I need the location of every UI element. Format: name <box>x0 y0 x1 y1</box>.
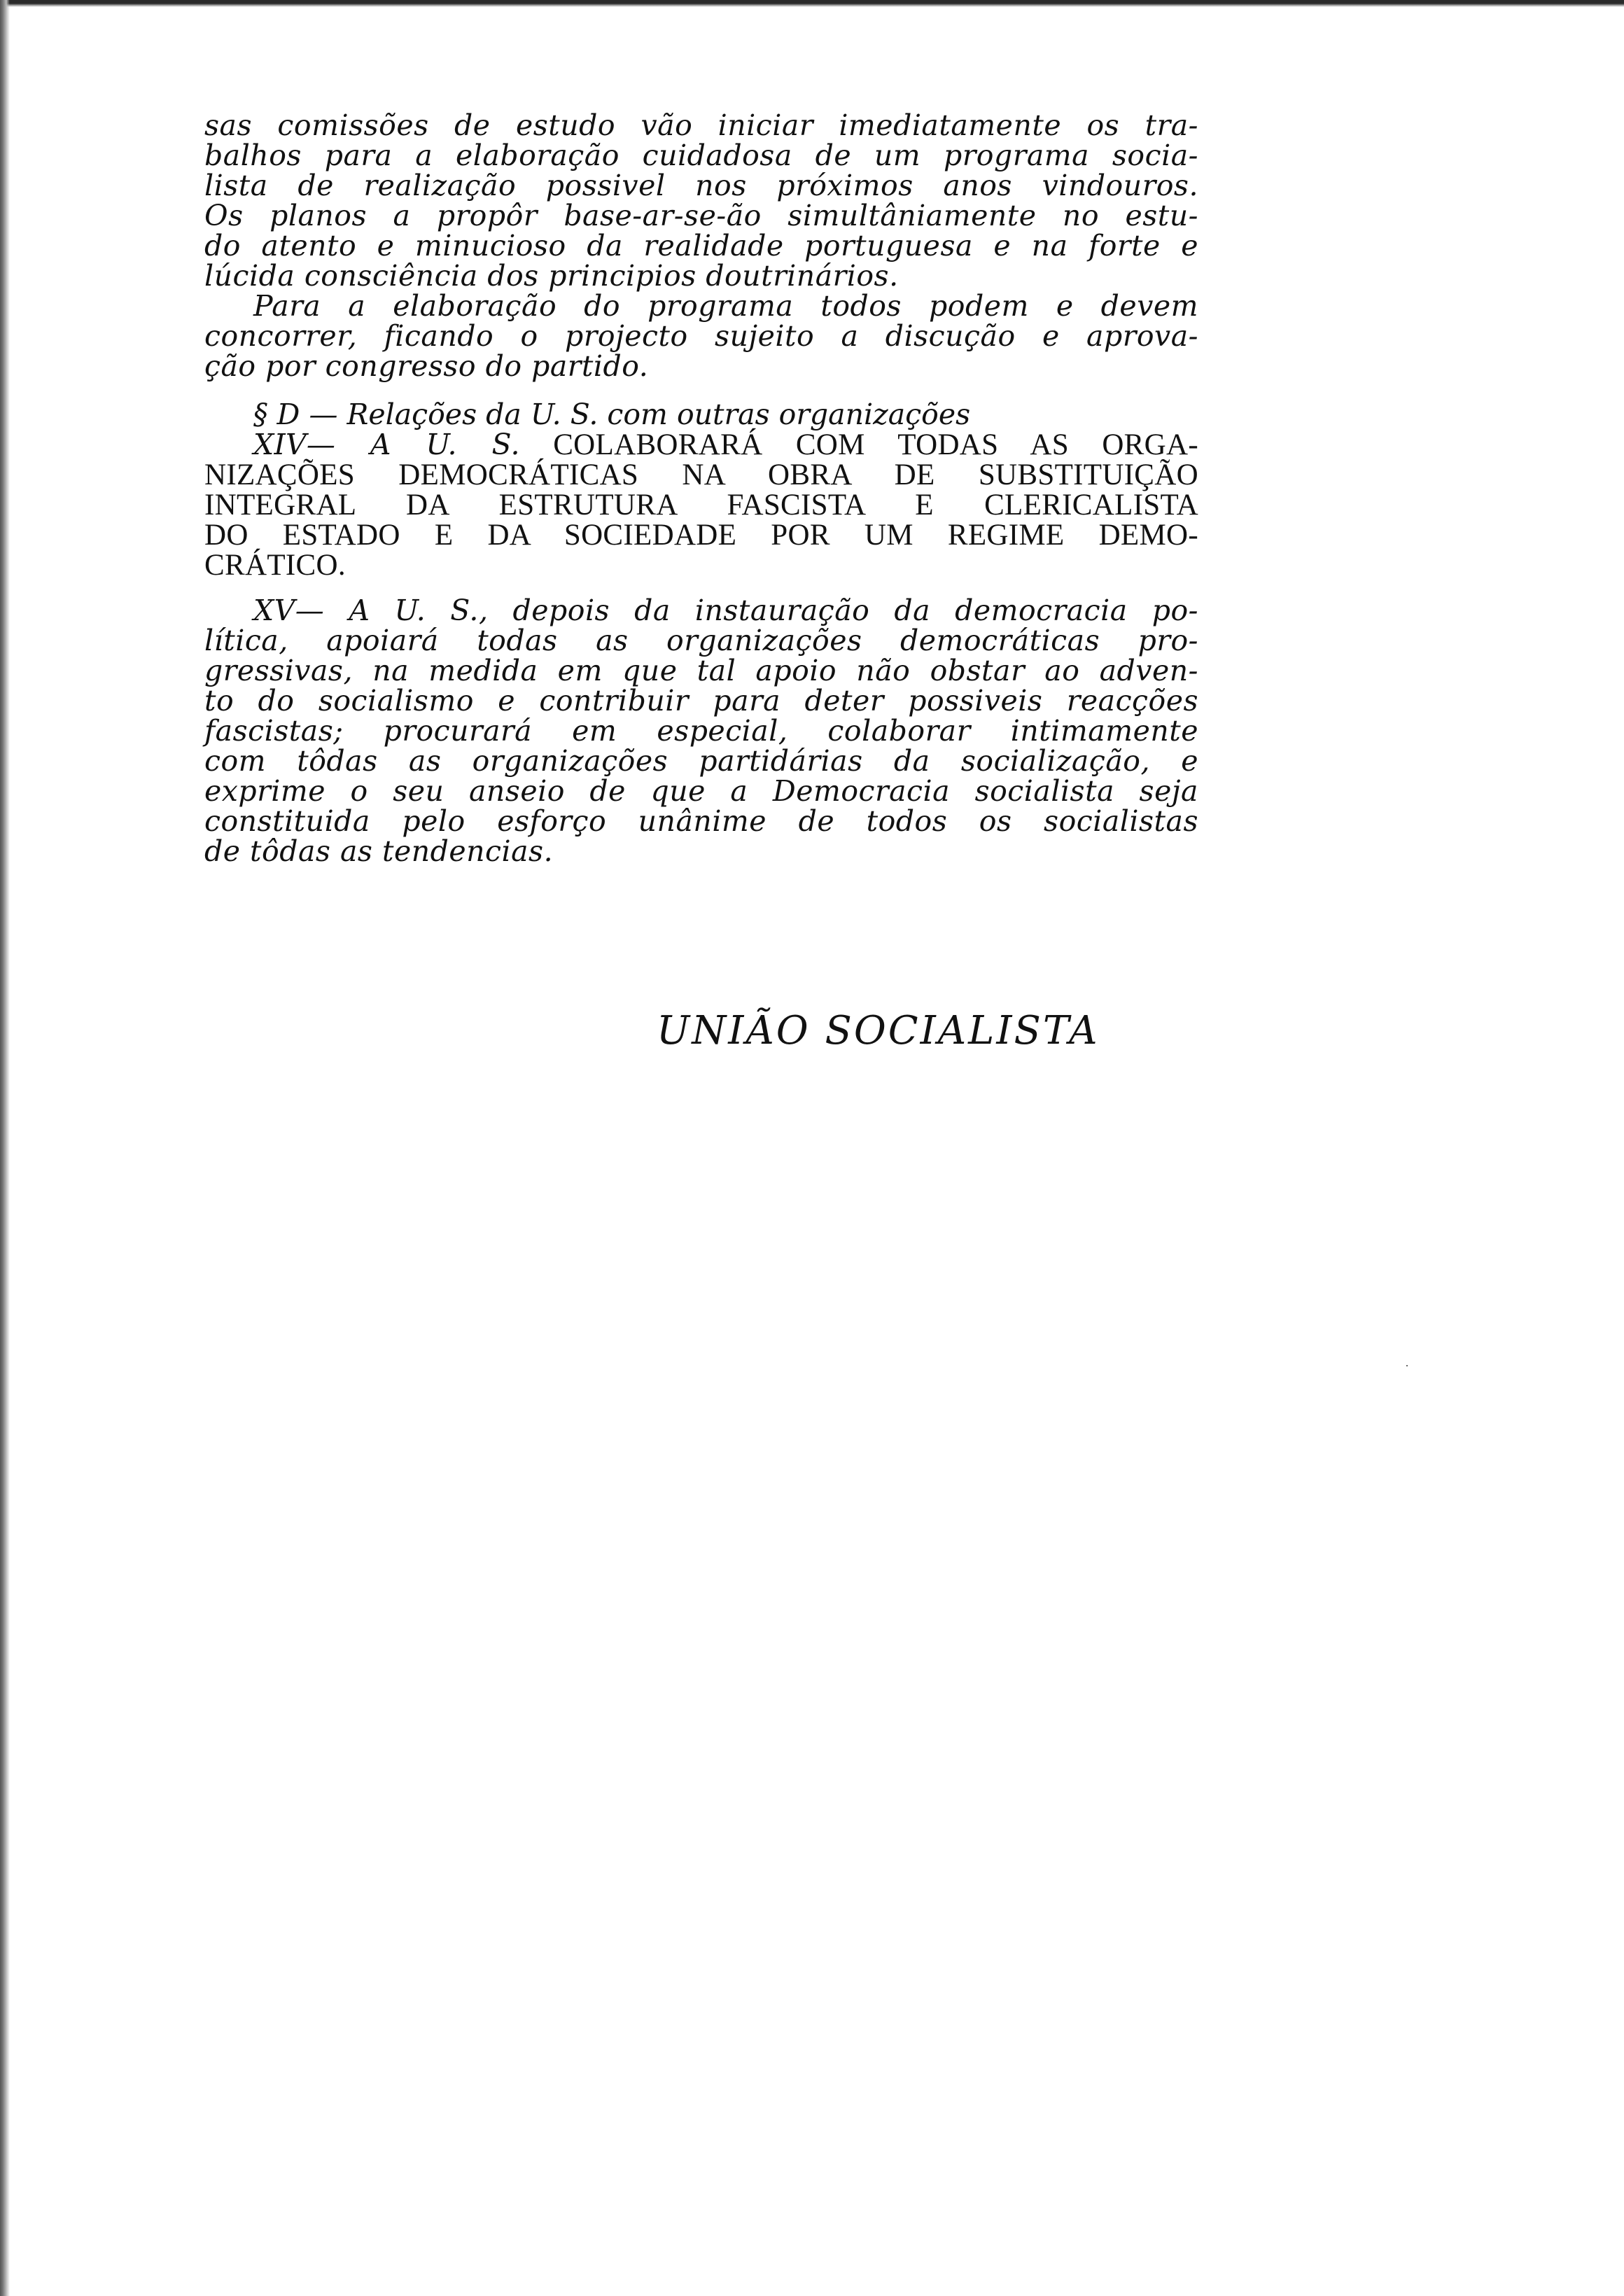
text-line: lúcida consciência dos principios doutrinários. <box>204 259 899 293</box>
text-line: Para a elaboração do programa todos podem e devem <box>253 289 1198 323</box>
text-line: INTEGRAL DA ESTRUTURA FASCISTA E CLERICALISTA <box>204 489 1198 522</box>
article-xiv-first-line <box>204 430 1198 460</box>
scan-speck <box>1406 1365 1408 1366</box>
signature: UNIÃO SOCIALISTA <box>657 1008 1100 1054</box>
text-line: to do socialismo e contribuir para deter possiveis reacções <box>204 684 1198 718</box>
scan-top-edge <box>0 0 1624 7</box>
text-line: constituida pelo esforço unânime de todos os socialistas <box>204 804 1198 838</box>
text-line: DO ESTADO E DA SOCIEDADE POR UM REGIME DEMO- <box>204 519 1198 552</box>
article-xv <box>204 596 1198 867</box>
text-line: Os planos a propôr base-ar-se-ão simultâniamente no estu- <box>204 199 1198 232</box>
text-line: gressivas, na medida em que tal apoio não obstar ao adven- <box>204 654 1198 687</box>
text-line: de tôdas as tendencias. <box>204 834 554 868</box>
paragraph-study-commissions <box>204 108 1198 293</box>
text-line: balhos para a elaboração cuidadosa de um programa socia- <box>204 139 1198 172</box>
article-xiv <box>204 430 1198 580</box>
text-line: sas comissões de estudo vão iniciar imediatamente os tra- <box>204 108 1198 142</box>
text-line: XV— A U. S., depois da instauração da democracia po- <box>253 594 1198 627</box>
text-line: exprime o seu anseio de que a Democracia socialista seja <box>204 774 1198 808</box>
text-line: CRÁTICO. <box>204 549 346 582</box>
text-line: lista de realização possivel nos próximos anos vindouros. <box>204 169 1198 202</box>
text-line: concorrer, ficando o projecto sujeito a discução e aprova- <box>204 319 1198 353</box>
text-line: fascistas; procurará em especial, colaborar intimamente <box>204 714 1198 748</box>
text-line: COLABORARÁ COM TODAS AS ORGA- <box>553 428 1198 461</box>
paragraph-program-elaboration <box>204 291 1198 382</box>
text-line: do atento e minucioso da realidade portuguesa e na forte e <box>204 229 1198 262</box>
text-line: NIZAÇÕES DEMOCRÁTICAS NA OBRA DE SUBSTITUIÇÃO <box>204 458 1198 491</box>
text-line: ção por congresso do partido. <box>204 349 649 383</box>
text-line: com tôdas as organizações partidárias da socialização, e <box>204 744 1198 778</box>
text-line: lítica, apoiará todas as organizações democráticas pro- <box>204 624 1198 657</box>
scan-left-edge <box>0 0 10 2296</box>
section-heading: § D — Relações da U. S. com outras organizações <box>253 398 971 431</box>
article-number: XIV— A U. S. <box>253 428 520 461</box>
document-body <box>204 108 1198 868</box>
